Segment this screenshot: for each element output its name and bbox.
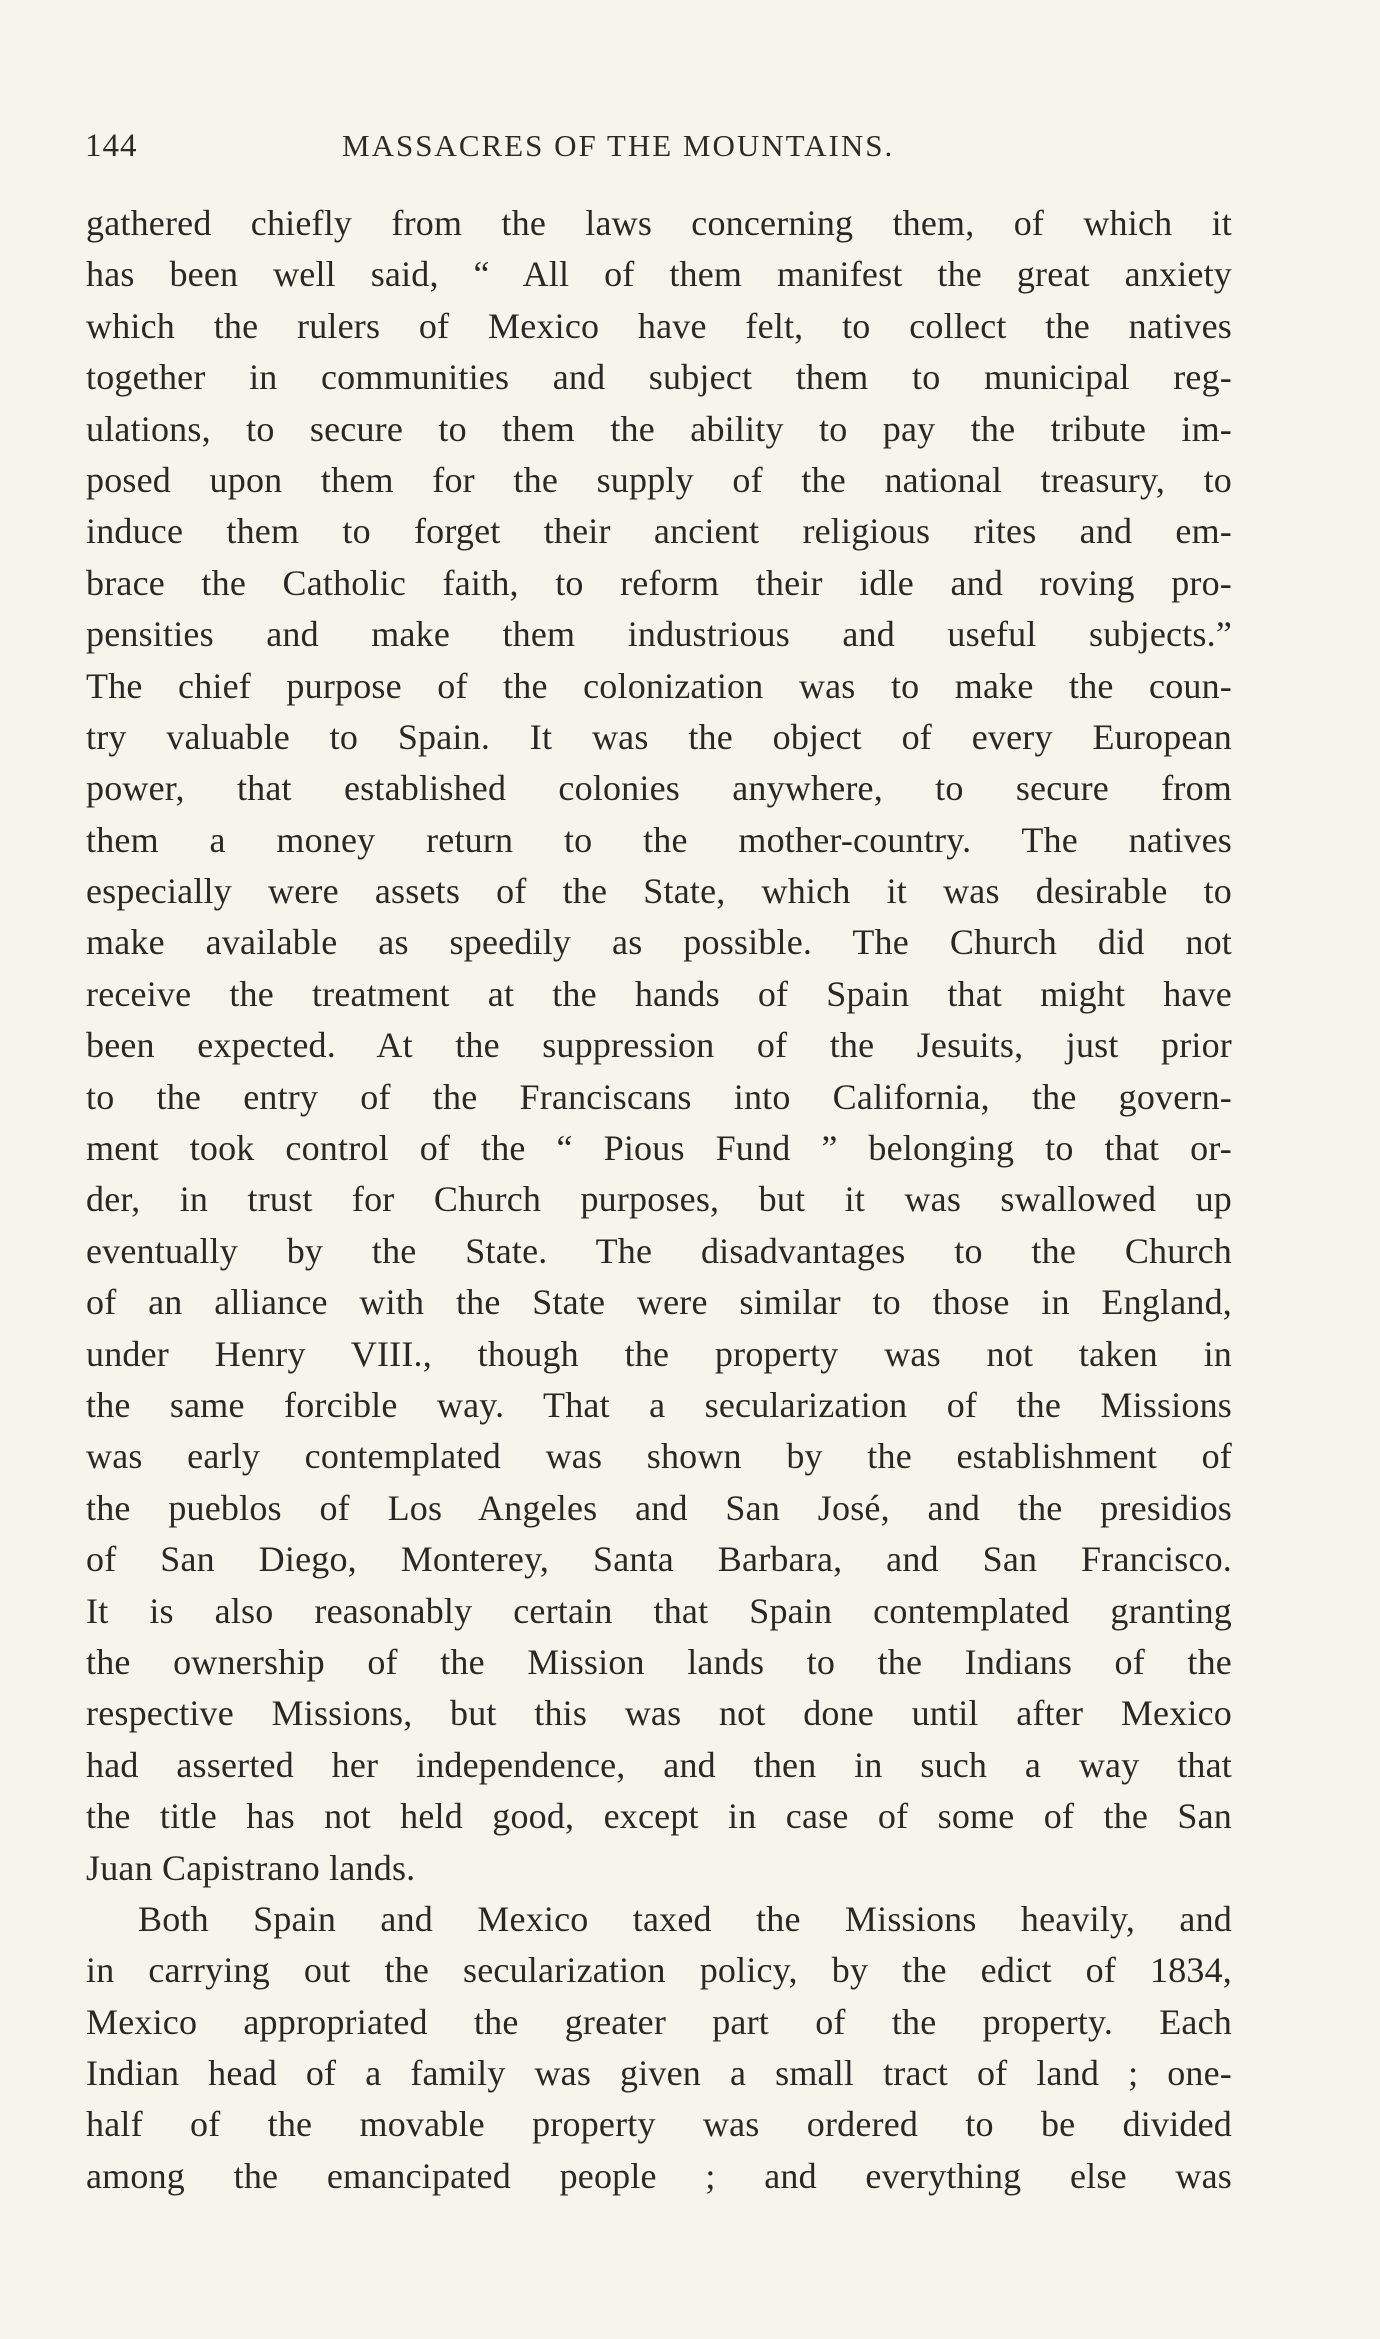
text-line: posed upon them for the supply of the national treasury, to [86,459,1232,500]
text-line: the pueblos of Los Angeles and San José, and the presidios [86,1487,1232,1528]
text-line: ment took control of the “ Pious Fund ” belonging to that or- [86,1128,1232,1169]
text-line: der, in trust for Church purposes, but it was swallowed up [86,1179,1232,1220]
text-line: them a money return to the mother-country. The natives [86,819,1232,860]
text-line: of an alliance with the State were similar to those in England, [86,1282,1232,1323]
text-line: It is also reasonably certain that Spain contemplated granting [86,1590,1232,1631]
text-line: Indian head of a family was given a small tract of land ; one- [86,2053,1232,2094]
text-line: the ownership of the Mission lands to the Indians of the [86,1641,1232,1682]
text-line: was early contemplated was shown by the establishment of [86,1436,1232,1477]
text-line: has been well said, “ All of them manifest the great anxiety [86,254,1232,295]
text-line: power, that established colonies anywhere, to secure from [86,768,1232,809]
paragraph-last-line: Juan Capistrano lands. [86,1847,416,1888]
text-line: receive the treatment at the hands of Spain that might have [86,973,1232,1014]
text-line: ulations, to secure to them the ability to pay the tribute im- [86,408,1232,449]
text-line: together in communities and subject them to municipal reg- [86,357,1232,398]
text-line: make available as speedily as possible. The Church did not [86,922,1232,963]
text-line: in carrying out the secularization policy, by the edict of 1834, [86,1950,1232,1991]
text-line: Mexico appropriated the greater part of the property. Each [86,2001,1232,2042]
text-line: which the rulers of Mexico have felt, to collect the natives [86,305,1232,346]
text-line: to the entry of the Franciscans into California, the govern- [86,1076,1232,1117]
text-line: pensities and make them industrious and useful subjects.” [86,614,1232,655]
text-line: been expected. At the suppression of the Jesuits, just prior [86,1025,1232,1066]
running-head [85,128,1235,172]
text-line: induce them to forget their ancient religious rites and em- [86,511,1232,552]
text-line: try valuable to Spain. It was the object of every European [86,716,1232,757]
text-line: the title has not held good, except in case of some of the San [86,1796,1232,1837]
text-line: respective Missions, but this was not done until after Mexico [86,1693,1232,1734]
text-line: under Henry VIII., though the property was not taken in [86,1333,1232,1374]
text-line: had asserted her independence, and then in such a way that [86,1744,1232,1785]
text-line: of San Diego, Monterey, Santa Barbara, and San Francisco. [86,1539,1232,1580]
text-line: the same forcible way. That a secularization of the Missions [86,1384,1232,1425]
text-line: especially were assets of the State, which it was desirable to [86,871,1232,912]
text-line: The chief purpose of the colonization was to make the coun- [86,665,1232,706]
page-number: 144 [85,128,138,164]
body-text [86,198,1232,2202]
text-line: among the emancipated people ; and everything else was [86,2155,1232,2196]
text-line: brace the Catholic faith, to reform their idle and roving pro- [86,562,1232,603]
text-line: gathered chiefly from the laws concerning them, of which it [86,203,1232,243]
running-title: MASSACRES OF THE MOUNTAINS. [342,128,895,163]
text-line: half of the movable property was ordered to be divided [86,2104,1232,2145]
paragraph-first-line: Both Spain and Mexico taxed the Missions heavily, and [138,1898,1232,1939]
text-line: eventually by the State. The disadvantages to the Church [86,1230,1232,1271]
